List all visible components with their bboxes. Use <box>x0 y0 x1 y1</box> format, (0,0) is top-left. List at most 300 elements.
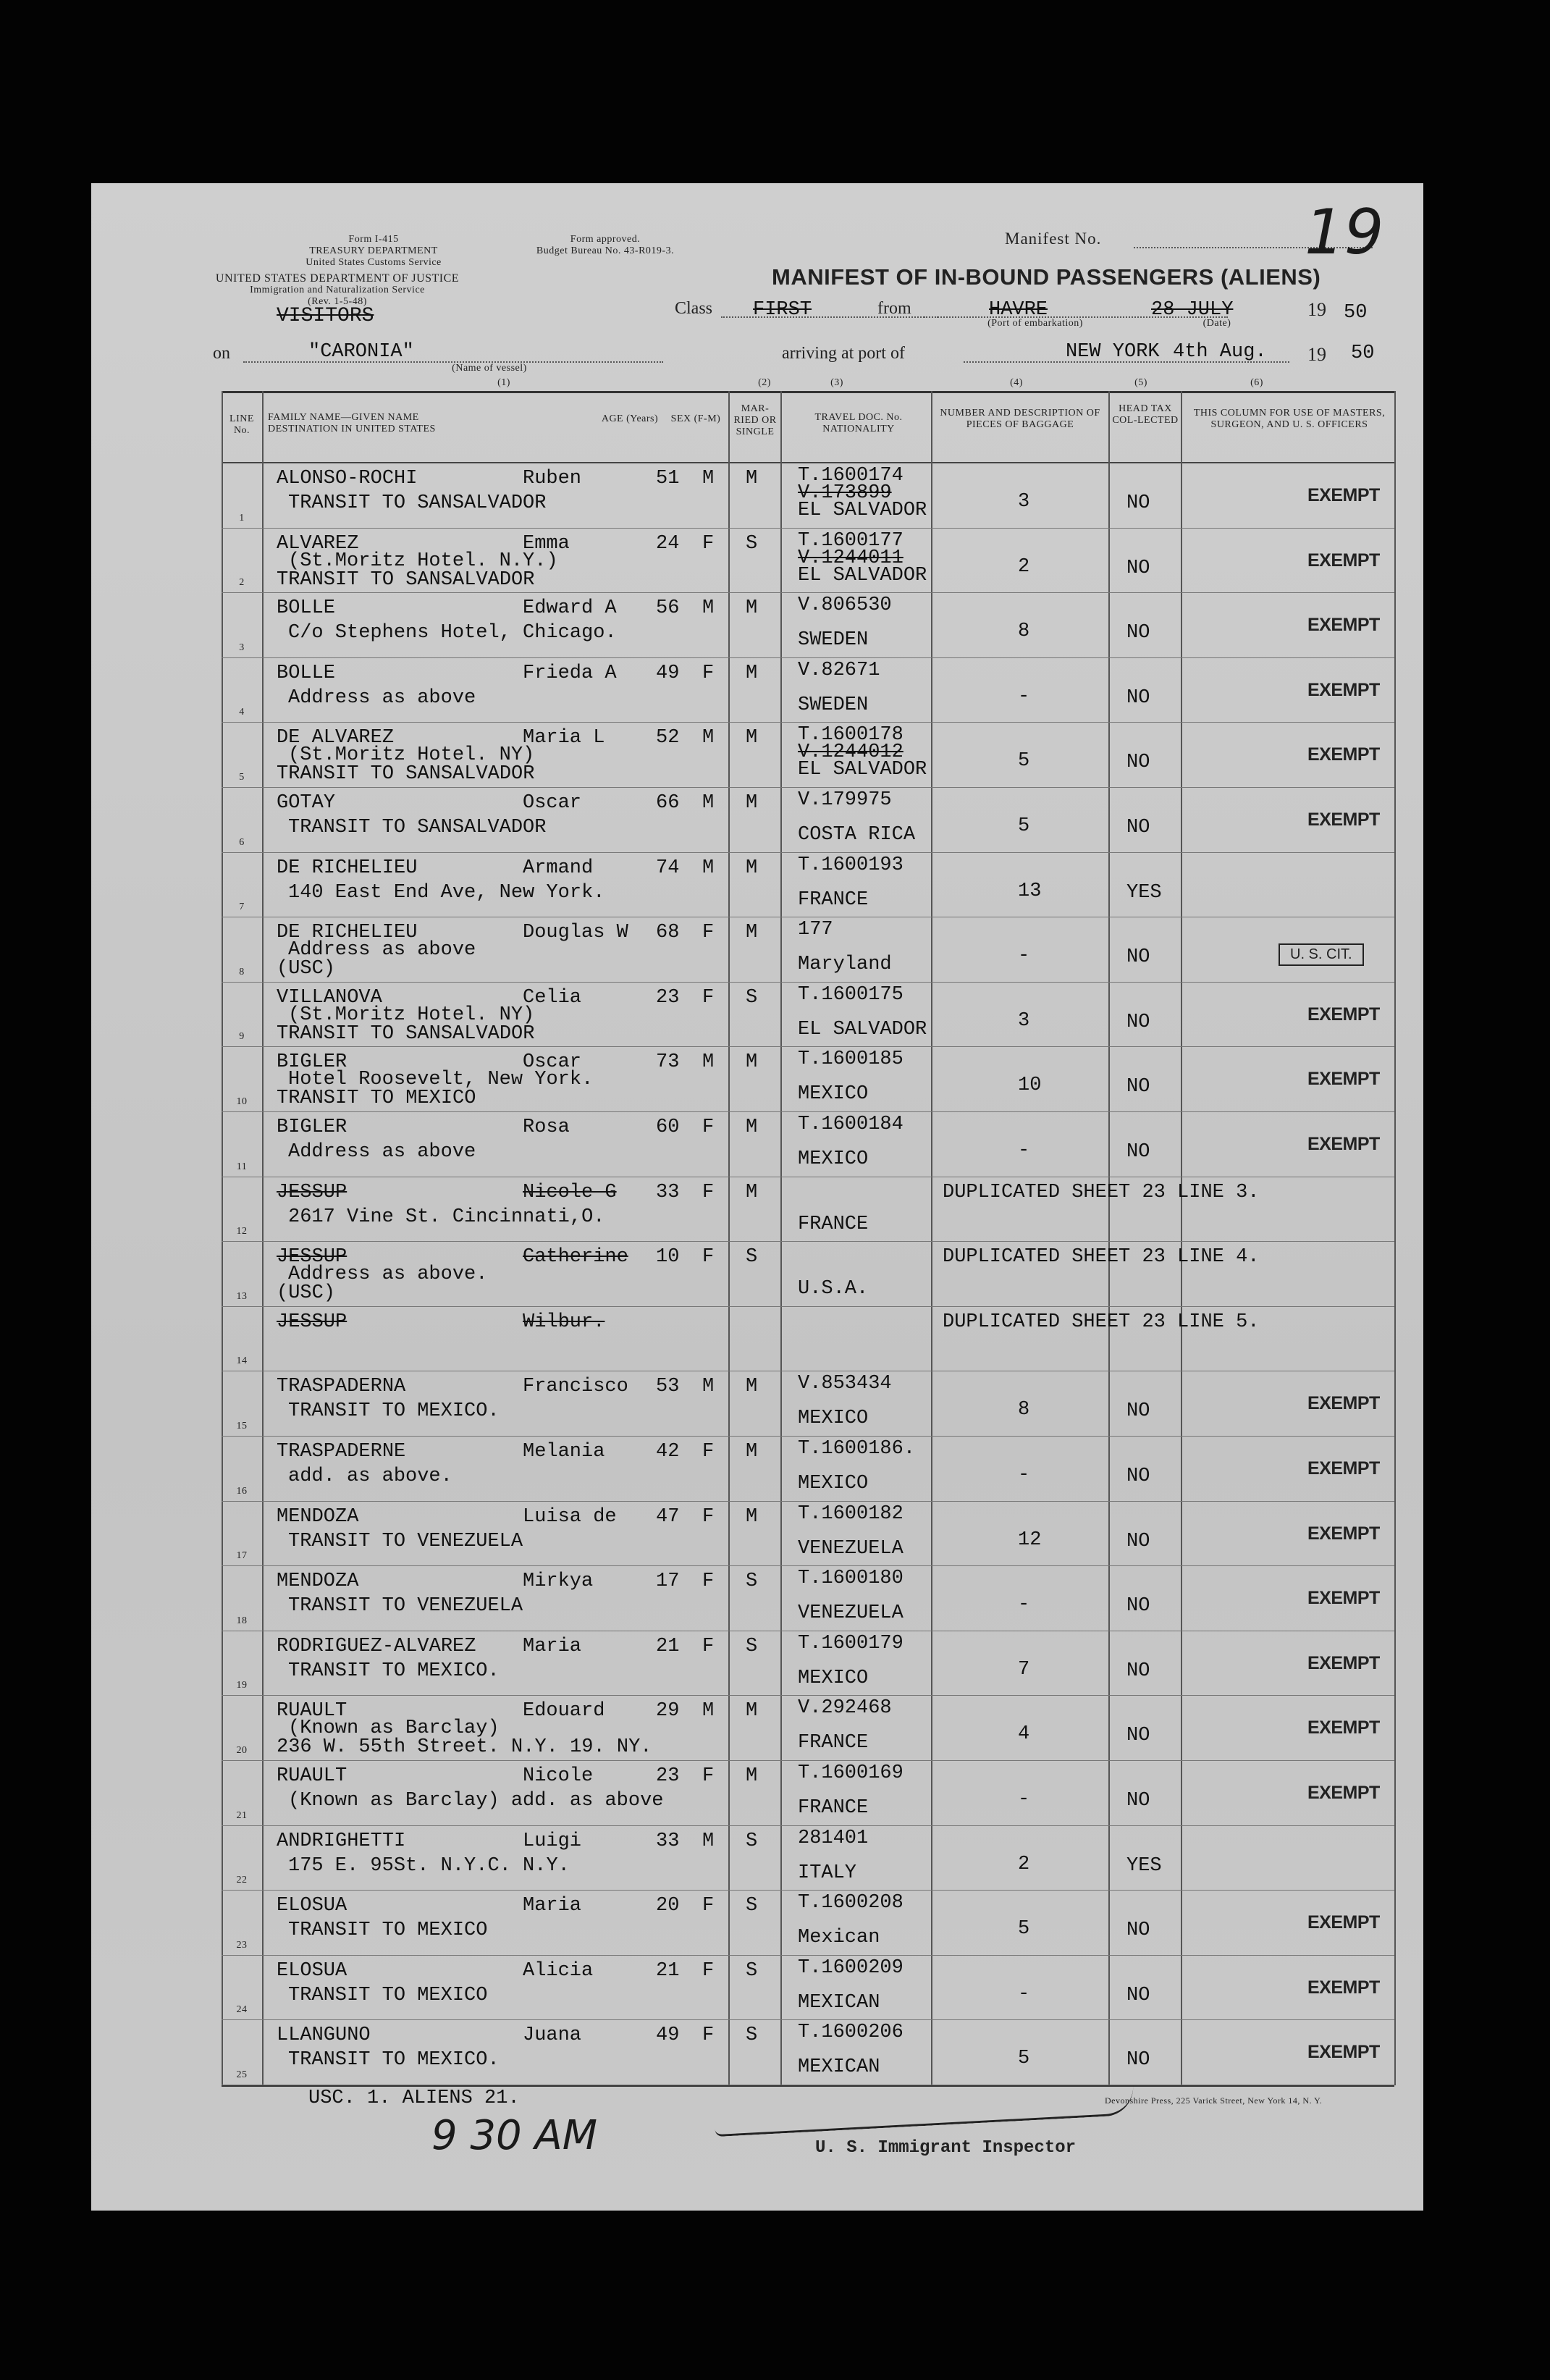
marital-status: S <box>746 1895 758 1917</box>
line-number: 21 <box>236 1809 248 1821</box>
head-tax: NO <box>1126 1076 1150 1098</box>
line-number: 9 <box>239 1031 245 1043</box>
given-name: Wilbur. <box>523 1311 605 1333</box>
budget-bureau: Budget Bureau No. 43-R019-3. <box>536 245 675 256</box>
baggage-count: - <box>1018 945 1030 967</box>
destination: TRANSIT TO SANSALVADOR <box>288 492 547 514</box>
head-tax: NO <box>1126 1011 1150 1033</box>
baggage-count: 10 <box>1018 1075 1042 1097</box>
destination: 175 E. 95St. N.Y.C. N.Y. <box>288 1854 570 1877</box>
exempt-stamp: EXEMPT <box>1307 550 1380 571</box>
sex: F <box>702 1117 715 1138</box>
table-row <box>91 1956 1423 2021</box>
family-name: ANDRIGHETTI <box>277 1830 406 1852</box>
travel-doc: T.1600178 <box>798 724 904 747</box>
vessel-caption: (Name of vessel) <box>452 363 527 374</box>
exempt-stamp: EXEMPT <box>1307 810 1380 830</box>
line-number: 2 <box>239 577 245 589</box>
date-caption: (Date) <box>1202 318 1231 329</box>
exempt-stamp: EXEMPT <box>1307 1069 1380 1090</box>
marital-status: M <box>746 1441 758 1463</box>
marital-status: M <box>746 1700 758 1723</box>
age: 47 <box>656 1505 680 1528</box>
travel-doc: T.1600180 <box>798 1568 904 1590</box>
nationality: EL SALVADOR <box>798 1018 927 1040</box>
nationality: MEXICO <box>798 1408 869 1430</box>
head-tax: NO <box>1126 1530 1150 1552</box>
family-name: BOLLE <box>277 662 336 684</box>
destination: 2617 Vine St. Cincinnati,O. <box>288 1206 605 1228</box>
exempt-stamp: EXEMPT <box>1307 1393 1380 1414</box>
destination: TRANSIT TO MEXICO <box>288 1984 488 2006</box>
table-row <box>91 983 1423 1048</box>
exempt-stamp: EXEMPT <box>1307 1977 1380 1998</box>
header-destination: DESTINATION IN UNITED STATES <box>268 424 436 434</box>
baggage-count: 13 <box>1018 880 1042 902</box>
family-name: MENDOZA <box>277 1505 359 1528</box>
given-name: Nicole <box>523 1765 594 1787</box>
sex: F <box>702 986 715 1009</box>
line-number: 7 <box>239 901 245 913</box>
baggage-count: 7 <box>1018 1658 1030 1681</box>
table-row <box>91 1307 1423 1372</box>
customs-service: United States Customs Service <box>306 257 442 268</box>
exempt-stamp: EXEMPT <box>1307 1783 1380 1803</box>
family-name: JESSUP <box>277 1311 348 1333</box>
col-num-1: (1) <box>497 377 510 388</box>
travel-doc: T.1600206 <box>798 2022 904 2044</box>
family-name: TRASPADERNE <box>277 1441 406 1463</box>
travel-doc-old: V.1244012 <box>798 741 904 764</box>
sex: M <box>702 1376 715 1398</box>
head-tax: NO <box>1126 752 1150 774</box>
destination: TRANSIT TO MEXICO. <box>288 2049 500 2072</box>
year-suffix: 50 <box>1344 302 1368 324</box>
marital-status: M <box>746 857 758 879</box>
port-embarkation: HAVRE <box>989 299 1048 321</box>
exempt-stamp: EXEMPT <box>1307 485 1380 505</box>
family-name: MENDOZA <box>277 1570 359 1593</box>
header-nationality: NATIONALITY <box>822 424 895 434</box>
marital-status: S <box>746 1246 758 1269</box>
baggage-count: - <box>1018 1788 1030 1810</box>
manifest-title: MANIFEST OF IN-BOUND PASSENGERS (ALIENS) <box>772 264 1321 290</box>
manifest-no-label: Manifest No. <box>1005 230 1102 248</box>
line-number: 6 <box>239 836 245 848</box>
manifest-no-value: 19 <box>1305 196 1384 269</box>
nationality: MEXICO <box>798 1667 869 1689</box>
printer-credit: Devonshire Press, 225 Varick Street, New York 14, N. Y. <box>1105 2095 1323 2106</box>
destination: Address as above. <box>288 1263 488 1286</box>
nationality: ITALY <box>798 1862 857 1884</box>
line-number: 3 <box>239 642 245 653</box>
sex: F <box>702 662 715 684</box>
given-name: Catherine <box>523 1246 628 1269</box>
marital-status: M <box>746 727 758 749</box>
family-name: RUAULT <box>277 1700 348 1723</box>
sex: M <box>702 1051 715 1074</box>
head-tax: NO <box>1126 1466 1150 1487</box>
family-name: TRASPADERNA <box>277 1376 406 1398</box>
line-number: 4 <box>239 707 245 718</box>
ins-service: Immigration and Naturalization Service <box>250 285 425 295</box>
marital-status: M <box>746 468 758 489</box>
exempt-stamp: EXEMPT <box>1307 1652 1380 1673</box>
given-name: Maria L <box>523 727 605 749</box>
travel-doc: T.1600179 <box>798 1632 904 1654</box>
marital-status: M <box>746 1117 758 1138</box>
nationality: FRANCE <box>798 1732 869 1754</box>
nationality: MEXICO <box>798 1083 869 1106</box>
line-number: 11 <box>236 1161 248 1172</box>
arriving-label: arriving at port of <box>782 344 905 363</box>
sex: F <box>702 532 715 555</box>
head-tax: YES <box>1126 1854 1162 1877</box>
line-number: 13 <box>236 1290 248 1302</box>
destination: TRANSIT TO VENEZUELA <box>288 1595 523 1618</box>
family-name: JESSUP <box>277 1181 348 1203</box>
given-name: Juana <box>523 2024 582 2047</box>
line-number: 16 <box>236 1485 248 1497</box>
line-number: 20 <box>236 1744 248 1756</box>
baggage-count: 8 <box>1018 621 1030 643</box>
travel-doc: T.1600208 <box>798 1892 904 1914</box>
travel-doc: V.292468 <box>798 1697 892 1720</box>
given-name: Francisco <box>523 1376 628 1398</box>
port-caption: (Port of embarkation) <box>987 318 1083 329</box>
destination: add. as above. <box>288 1466 452 1487</box>
sex: F <box>702 1765 715 1787</box>
baggage-count: - <box>1018 1594 1030 1616</box>
marital-status: M <box>746 1376 758 1398</box>
travel-doc: T.1600186. <box>798 1438 916 1460</box>
age: 73 <box>656 1051 680 1074</box>
family-name: RODRIGUEZ-ALVAREZ <box>277 1635 476 1657</box>
given-name: Luisa de <box>523 1505 617 1528</box>
travel-doc: T.1600174 <box>798 465 904 487</box>
baggage-count: 5 <box>1018 750 1030 773</box>
age: 74 <box>656 857 680 879</box>
header-travel-doc: TRAVEL DOC. No. <box>814 412 903 423</box>
col-num-3: (3) <box>830 377 843 388</box>
col-num-5: (5) <box>1134 377 1147 388</box>
given-name: Alicia <box>523 1959 594 1982</box>
baggage-count: 5 <box>1018 2048 1030 2070</box>
marital-status: M <box>746 662 758 684</box>
age: 66 <box>656 792 680 814</box>
line-number: 19 <box>236 1680 248 1691</box>
us-citizen-stamp: U. S. CIT. <box>1279 943 1364 966</box>
family-name: ALVAREZ <box>277 532 359 555</box>
travel-doc: T.1600185 <box>798 1048 904 1071</box>
vessel-name: "CARONIA" <box>308 341 414 363</box>
visitors-label: VISITORS <box>277 305 374 327</box>
sex: F <box>702 1570 715 1593</box>
destination: (Known as Barclay) add. as above <box>288 1790 664 1812</box>
baggage-count: - <box>1018 1140 1030 1161</box>
travel-doc: T.1600182 <box>798 1502 904 1525</box>
line-number: 1 <box>239 512 245 523</box>
justice-dept: UNITED STATES DEPARTMENT OF JUSTICE <box>215 272 460 285</box>
destination: TRANSIT TO MEXICO. <box>288 1400 500 1423</box>
line-number: 8 <box>239 966 245 977</box>
destination: (St.Moritz Hotel. N.Y.) <box>288 550 558 572</box>
table-row <box>91 658 1423 723</box>
destination: (St.Moritz Hotel. NY) <box>288 744 535 767</box>
nationality: Maryland <box>798 954 892 976</box>
head-tax: NO <box>1126 1595 1150 1618</box>
marital-status: M <box>746 922 758 944</box>
travel-doc: 177 <box>798 919 833 941</box>
marital-status: M <box>746 792 758 814</box>
class-value: FIRST <box>753 299 812 321</box>
age: 56 <box>656 597 680 620</box>
nationality: MEXICO <box>798 1148 869 1170</box>
age: 49 <box>656 2024 680 2047</box>
table-row <box>91 1696 1423 1761</box>
marital-status: M <box>746 1181 758 1203</box>
exempt-stamp: EXEMPT <box>1307 1458 1380 1479</box>
table-row <box>91 1371 1423 1437</box>
age: 33 <box>656 1181 680 1203</box>
exempt-stamp: EXEMPT <box>1307 1588 1380 1609</box>
year2-prefix: 19 <box>1307 344 1326 365</box>
destination: (Known as Barclay) <box>288 1717 500 1740</box>
given-name: Maria <box>523 1895 582 1917</box>
sex: F <box>702 922 715 944</box>
table-row <box>91 1761 1423 1826</box>
age: 49 <box>656 662 680 684</box>
baggage-count: 3 <box>1018 491 1030 513</box>
form-revision: (Rev. 1-5-48) <box>308 296 367 307</box>
head-tax: NO <box>1126 686 1150 709</box>
table-row <box>91 1047 1423 1112</box>
table-row <box>91 1242 1423 1307</box>
head-tax: NO <box>1126 1984 1150 2006</box>
travel-doc: T.1600175 <box>798 983 904 1006</box>
head-tax: NO <box>1126 557 1150 579</box>
destination: Address as above <box>288 1141 476 1163</box>
line-number: 10 <box>236 1096 248 1107</box>
destination: Address as above <box>288 939 476 962</box>
given-name: Oscar <box>523 1051 582 1074</box>
age: 24 <box>656 532 680 555</box>
destination-line2: 236 W. 55th Street. N.Y. 19. NY. <box>277 1736 652 1759</box>
family-name: ELOSUA <box>277 1959 348 1982</box>
family-name: DE ALVAREZ <box>277 727 395 749</box>
arrival-date: 4th Aug. <box>1173 341 1267 363</box>
age: 29 <box>656 1700 680 1723</box>
header-name: FAMILY NAME—GIVEN NAME <box>268 412 419 423</box>
sex: F <box>702 1246 715 1269</box>
head-tax: NO <box>1126 1400 1150 1423</box>
table-row <box>91 1631 1423 1696</box>
table-row <box>91 917 1423 983</box>
baggage-count: 2 <box>1018 1853 1030 1875</box>
sex: F <box>702 1181 715 1203</box>
age: 23 <box>656 1765 680 1787</box>
sex: M <box>702 468 715 489</box>
baggage-count: - <box>1018 1464 1030 1486</box>
travel-doc-old: V.1244011 <box>798 547 904 569</box>
nationality: SWEDEN <box>798 629 869 652</box>
travel-doc: V.179975 <box>798 789 892 811</box>
head-tax: NO <box>1126 1141 1150 1163</box>
given-name: Oscar <box>523 792 582 814</box>
head-tax: NO <box>1126 1919 1150 1942</box>
class-label: Class <box>675 299 713 318</box>
family-name: VILLANOVA <box>277 986 382 1009</box>
age: 68 <box>656 922 680 944</box>
header-age: AGE (Years) <box>601 413 659 424</box>
line-number: 14 <box>236 1355 248 1367</box>
sex: M <box>702 857 715 879</box>
header-line-no: LINE No. <box>229 413 254 436</box>
inspector-title: U. S. Immigrant Inspector <box>815 2138 1077 2158</box>
head-tax: NO <box>1126 1725 1150 1747</box>
sex: M <box>702 727 715 749</box>
form-approved: Form approved. <box>570 234 641 245</box>
head-tax: NO <box>1126 492 1150 514</box>
age: 10 <box>656 1246 680 1269</box>
head-tax: NO <box>1126 946 1150 969</box>
line-number: 23 <box>236 1939 248 1951</box>
line-number: 25 <box>236 2069 248 2080</box>
table-row <box>91 2020 1423 2085</box>
marital-status: M <box>746 1765 758 1787</box>
head-tax: NO <box>1126 1790 1150 1812</box>
exempt-stamp: EXEMPT <box>1307 1523 1380 1544</box>
line-number: 17 <box>236 1550 248 1562</box>
departure-date: 28 JULY <box>1151 299 1234 321</box>
given-name: Armand <box>523 857 594 879</box>
destination-line2: TRANSIT TO SANSALVADOR <box>277 1022 535 1045</box>
nationality: MEXICAN <box>798 2056 880 2079</box>
age: 21 <box>656 1635 680 1657</box>
given-name: Celia <box>523 986 582 1009</box>
nationality: EL SALVADOR <box>798 759 927 781</box>
baggage-count: 2 <box>1018 555 1030 578</box>
family-name: LLANGUNO <box>277 2024 371 2047</box>
given-name: Frieda A <box>523 662 617 684</box>
travel-doc: T.1600193 <box>798 854 904 876</box>
age: 33 <box>656 1830 680 1852</box>
given-name: Nicole G <box>523 1181 617 1203</box>
family-name: BOLLE <box>277 597 336 620</box>
arrival-time: 9 30 AM <box>431 2112 598 2159</box>
form-number: Form I-415 <box>348 234 399 245</box>
exempt-stamp: EXEMPT <box>1307 1134 1380 1154</box>
age: 17 <box>656 1570 680 1593</box>
nationality: FRANCE <box>798 1797 869 1819</box>
destination-line2: TRANSIT TO SANSALVADOR <box>277 763 535 786</box>
sex: F <box>702 1895 715 1917</box>
age: 53 <box>656 1376 680 1398</box>
from-label: from <box>877 299 911 318</box>
family-name: JESSUP <box>277 1246 348 1269</box>
line-number: 22 <box>236 1875 248 1886</box>
nationality: COSTA RICA <box>798 824 916 846</box>
nationality: SWEDEN <box>798 694 869 716</box>
header-baggage: NUMBER AND DESCRIPTION OF PIECES OF BAGGAGE <box>940 408 1100 430</box>
travel-doc: T.1600184 <box>798 1114 904 1135</box>
travel-doc: V.853434 <box>798 1373 892 1395</box>
age: 60 <box>656 1117 680 1138</box>
family-name: RUAULT <box>277 1765 348 1787</box>
col-num-2: (2) <box>758 377 771 388</box>
destination: TRANSIT TO MEXICO. <box>288 1660 500 1682</box>
manifest-sheet <box>91 183 1423 2211</box>
treasury-dept: TREASURY DEPARTMENT <box>309 245 438 256</box>
given-name: Luigi <box>523 1830 582 1852</box>
duplicate-note: DUPLICATED SHEET 23 LINE 5. <box>943 1311 1260 1333</box>
travel-doc: V.806530 <box>798 594 892 617</box>
table-row <box>91 723 1423 788</box>
sex: F <box>702 2024 715 2047</box>
table-row <box>91 529 1423 594</box>
destination-line2: (USC) <box>277 1282 336 1305</box>
line-number: 15 <box>236 1420 248 1431</box>
table-row <box>91 1826 1423 1891</box>
table-row <box>91 1112 1423 1177</box>
baggage-count: 3 <box>1018 1009 1030 1032</box>
head-tax: NO <box>1126 2049 1150 2072</box>
family-name: DE RICHELIEU <box>277 857 418 879</box>
destination-line2: TRANSIT TO SANSALVADOR <box>277 568 535 591</box>
year-prefix: 19 <box>1307 299 1326 320</box>
baggage-count: - <box>1018 1982 1030 2005</box>
head-tax: NO <box>1126 1660 1150 1682</box>
travel-doc: T.1600209 <box>798 1956 904 1979</box>
family-name: GOTAY <box>277 792 336 814</box>
age: 51 <box>656 468 680 489</box>
line-number: 5 <box>239 771 245 783</box>
nationality: EL SALVADOR <box>798 564 927 586</box>
travel-doc: 281401 <box>798 1827 869 1849</box>
destination-line2: TRANSIT TO MEXICO <box>277 1088 476 1110</box>
sex: F <box>702 1505 715 1528</box>
exempt-stamp: EXEMPT <box>1307 2042 1380 2063</box>
age: 23 <box>656 986 680 1009</box>
given-name: Douglas W <box>523 922 628 944</box>
table-row <box>91 788 1423 853</box>
sex: M <box>702 1830 715 1852</box>
head-tax: NO <box>1126 622 1150 644</box>
nationality: MEXICAN <box>798 1991 880 2014</box>
table-row <box>91 1566 1423 1631</box>
destination: TRANSIT TO MEXICO <box>288 1919 488 1942</box>
exempt-stamp: EXEMPT <box>1307 1004 1380 1025</box>
destination: C/o Stephens Hotel, Chicago. <box>288 622 617 644</box>
baggage-count: 5 <box>1018 815 1030 837</box>
travel-doc: V.82671 <box>798 659 880 681</box>
nationality: FRANCE <box>798 1213 869 1235</box>
travel-doc: T.1600177 <box>798 529 904 552</box>
given-name: Emma <box>523 532 570 555</box>
nationality: EL SALVADOR <box>798 500 927 521</box>
given-name: Melania <box>523 1441 605 1463</box>
marital-status: S <box>746 1570 758 1593</box>
marital-status: S <box>746 532 758 555</box>
table-row <box>91 463 1423 529</box>
marital-status: S <box>746 1830 758 1852</box>
family-name: BIGLER <box>277 1051 348 1074</box>
table-row <box>91 853 1423 918</box>
marital-status: S <box>746 1635 758 1657</box>
year2-suffix: 50 <box>1351 342 1375 364</box>
line-number: 18 <box>236 1615 248 1626</box>
exempt-stamp: EXEMPT <box>1307 744 1380 765</box>
